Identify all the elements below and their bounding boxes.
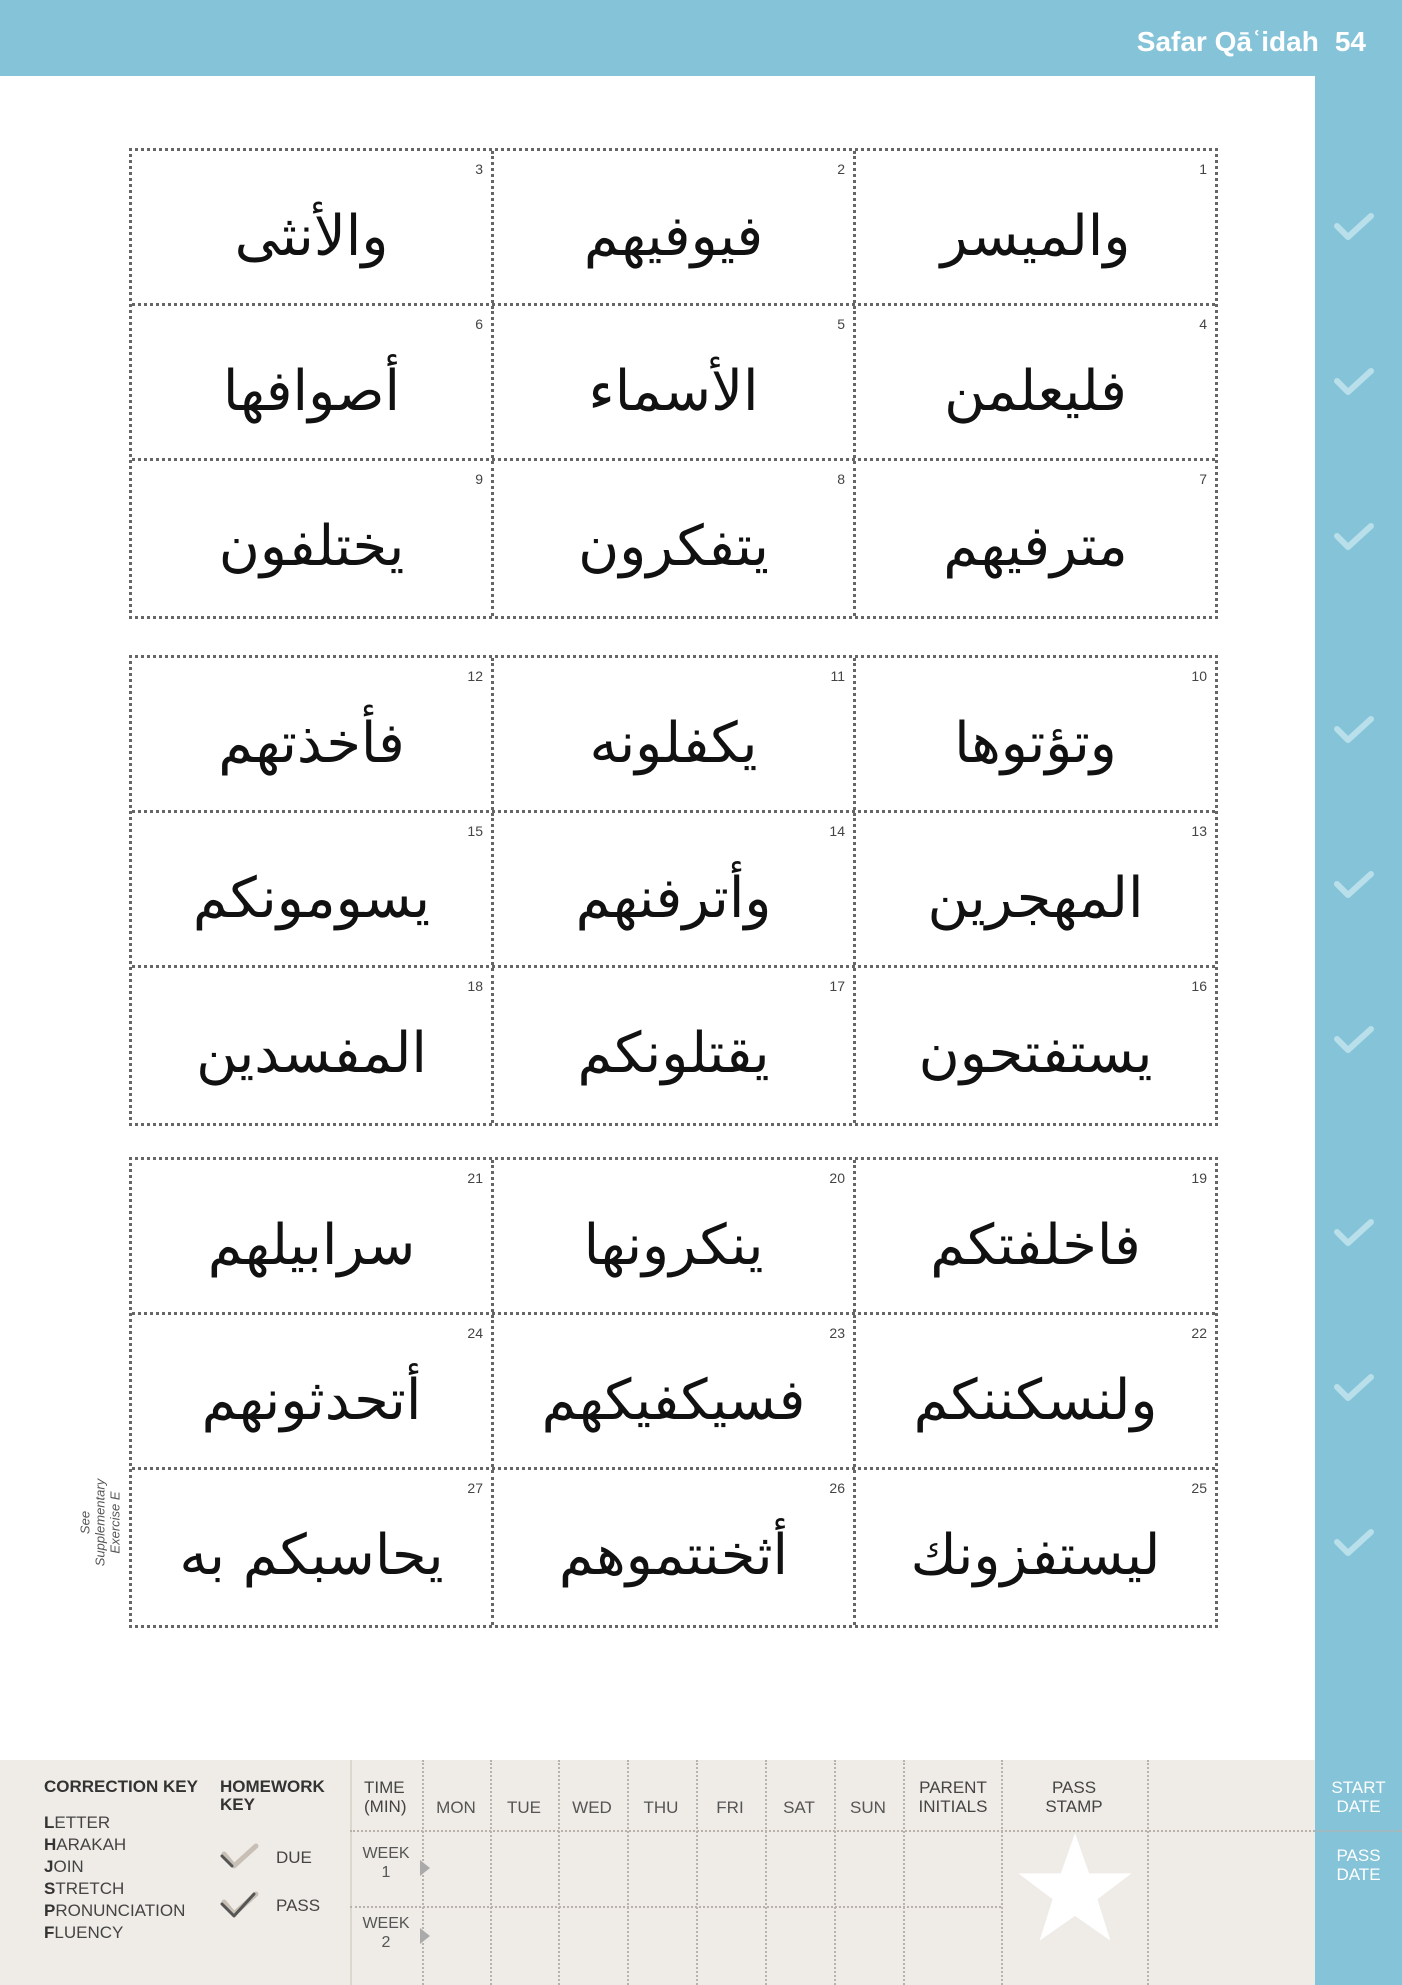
card-number: 9 [475, 471, 483, 487]
word-row [132, 968, 1215, 1123]
arrow-right-icon [420, 1860, 430, 1876]
arabic-word: وأترفنهم [575, 865, 772, 931]
arabic-word: ينكرونها [583, 1212, 764, 1278]
divider [1147, 1760, 1149, 1985]
arabic-word: يقتلونكم [577, 1020, 770, 1086]
word-row [132, 658, 1215, 813]
arabic-word: فأخذتهم [218, 710, 405, 776]
week-2-label: WEEK 2 [362, 1915, 410, 1951]
word-row [132, 1470, 1215, 1625]
day-sun: SUN [850, 1798, 886, 1817]
arabic-word: ليستفزونك [910, 1522, 1161, 1588]
divider [350, 1830, 1402, 1832]
divider [350, 1906, 1001, 1908]
arabic-word: فليعلمن [944, 358, 1127, 424]
header-bar [0, 0, 1402, 76]
word-card [491, 151, 853, 303]
arrow-right-icon [420, 1928, 430, 1944]
word-card [853, 813, 1215, 965]
divider [834, 1760, 836, 1985]
word-card [491, 1160, 853, 1312]
word-card [132, 813, 491, 965]
progress-tracker [0, 1760, 1402, 1985]
pass-date-label: PASS DATE [1336, 1846, 1381, 1884]
word-row [132, 813, 1215, 968]
arabic-word: المهجرين [927, 865, 1144, 931]
divider [350, 1760, 352, 1985]
word-card [132, 1470, 491, 1625]
card-number: 24 [467, 1325, 483, 1341]
correction-key-title: CORRECTION KEY [44, 1777, 198, 1796]
word-card [491, 1470, 853, 1625]
arabic-word: يتفكرون [578, 513, 769, 579]
card-number: 10 [1191, 668, 1207, 684]
check-icon[interactable] [1333, 870, 1375, 900]
word-card [491, 461, 853, 616]
word-card [491, 306, 853, 458]
card-number: 20 [829, 1170, 845, 1186]
supplementary-note: See Supplementary Exercise E [77, 1478, 123, 1567]
check-icon[interactable] [1333, 1025, 1375, 1055]
correction-key-item: JOIN [44, 1857, 84, 1876]
card-number: 23 [829, 1325, 845, 1341]
start-date-label: START DATE [1331, 1778, 1386, 1816]
day-fri: FRI [716, 1798, 744, 1817]
arabic-word: المفسدين [196, 1020, 427, 1086]
arabic-word: يختلفون [218, 513, 405, 579]
page-number: 54 [1334, 26, 1366, 57]
card-number: 22 [1191, 1325, 1207, 1341]
card-number: 27 [467, 1480, 483, 1496]
parent-initials-header: PARENT INITIALS [918, 1778, 988, 1816]
card-number: 6 [475, 316, 483, 332]
card-number: 3 [475, 161, 483, 177]
arabic-word: فاخلفتكم [930, 1212, 1141, 1278]
word-row [132, 1160, 1215, 1315]
divider [696, 1760, 698, 1985]
arabic-word: يستفتحون [918, 1020, 1153, 1086]
correction-key-item: PRONUNCIATION [44, 1901, 186, 1920]
arabic-word: يكفلونه [589, 710, 758, 776]
correction-key-item: LETTER [44, 1813, 111, 1832]
day-mon: MON [436, 1798, 476, 1817]
word-card [491, 813, 853, 965]
card-number: 8 [837, 471, 845, 487]
book-title: Safar Qāʿidah [1136, 26, 1319, 57]
word-card [853, 461, 1215, 616]
page-title [1137, 26, 1366, 58]
arabic-word: أثخنتموهم [558, 1522, 789, 1588]
card-number: 21 [467, 1170, 483, 1186]
word-group-3 [129, 1157, 1218, 1628]
pass-stamp-header: PASS STAMP [1045, 1778, 1103, 1816]
check-icon[interactable] [1333, 1528, 1375, 1558]
arabic-word: والميسر [940, 203, 1131, 269]
word-card [853, 1160, 1215, 1312]
arabic-word: أتحدثونهم [201, 1367, 422, 1433]
word-card [132, 306, 491, 458]
arabic-word: وتؤتوها [954, 710, 1117, 776]
word-card [853, 1470, 1215, 1625]
check-icon[interactable] [1333, 715, 1375, 745]
card-number: 11 [830, 668, 845, 684]
correction-key-item: FLUENCY [44, 1923, 124, 1942]
word-card [132, 968, 491, 1123]
week-1-label: WEEK 1 [362, 1845, 410, 1881]
check-icon[interactable] [1333, 1218, 1375, 1248]
arabic-word: مترفيهم [943, 513, 1128, 579]
due-check-icon [220, 1842, 260, 1872]
arabic-word: يسومونكم [192, 865, 431, 931]
word-card [853, 1315, 1215, 1467]
word-card [132, 461, 491, 616]
word-card [491, 968, 853, 1123]
due-label: DUE [276, 1848, 312, 1867]
word-card [853, 306, 1215, 458]
word-card [132, 1160, 491, 1312]
divider [558, 1760, 560, 1985]
word-group-2 [129, 655, 1218, 1126]
homework-key-title: HOMEWORK KEY [220, 1777, 325, 1814]
arabic-word: والأنثى [234, 203, 389, 269]
divider [765, 1760, 767, 1985]
card-number: 1 [1199, 161, 1207, 177]
word-card [853, 658, 1215, 810]
pass-label: PASS [276, 1896, 321, 1915]
word-card [853, 968, 1215, 1123]
word-card [132, 151, 491, 303]
card-number: 15 [467, 823, 483, 839]
word-row [132, 306, 1215, 461]
word-card [132, 1315, 491, 1467]
day-tue: TUE [507, 1798, 541, 1817]
card-number: 13 [1191, 823, 1207, 839]
card-number: 14 [829, 823, 845, 839]
arabic-word: أصوافها [222, 358, 401, 424]
card-number: 17 [829, 978, 845, 994]
correction-key-item: HARAKAH [44, 1835, 127, 1854]
card-number: 2 [837, 161, 845, 177]
card-number: 5 [837, 316, 845, 332]
arabic-word: الأسماء [588, 358, 759, 424]
card-number: 12 [467, 668, 483, 684]
word-card [491, 1315, 853, 1467]
check-icon[interactable] [1333, 212, 1375, 242]
card-number: 26 [829, 1480, 845, 1496]
arabic-word: فيوفيهم [583, 203, 764, 269]
check-icon[interactable] [1333, 367, 1375, 397]
check-icon[interactable] [1333, 522, 1375, 552]
card-number: 4 [1199, 316, 1207, 332]
word-row [132, 461, 1215, 616]
word-card [853, 151, 1215, 303]
day-wed: WED [572, 1798, 612, 1817]
check-icon[interactable] [1333, 1373, 1375, 1403]
arabic-word: يحاسبكم به [179, 1522, 444, 1588]
card-number: 7 [1199, 471, 1207, 487]
word-card [491, 658, 853, 810]
word-row [132, 1315, 1215, 1470]
correction-key-item: STRETCH [44, 1879, 125, 1898]
card-number: 19 [1191, 1170, 1207, 1186]
day-thu: THU [643, 1798, 679, 1817]
word-card [132, 658, 491, 810]
divider [627, 1760, 629, 1985]
star-icon [1016, 1830, 1134, 1945]
arabic-word: سرابيلهم [207, 1212, 416, 1278]
divider [490, 1760, 492, 1985]
arabic-word: ولنسكننكم [913, 1367, 1158, 1433]
word-group-1 [129, 148, 1218, 619]
arabic-word: فسيكفيكهم [541, 1367, 806, 1433]
divider [903, 1760, 905, 1985]
pass-check-icon [220, 1890, 260, 1920]
card-number: 25 [1191, 1480, 1207, 1496]
time-header: TIME (MIN) [364, 1778, 407, 1816]
card-number: 16 [1191, 978, 1207, 994]
card-number: 18 [467, 978, 483, 994]
day-sat: SAT [783, 1798, 815, 1817]
word-row [132, 151, 1215, 306]
